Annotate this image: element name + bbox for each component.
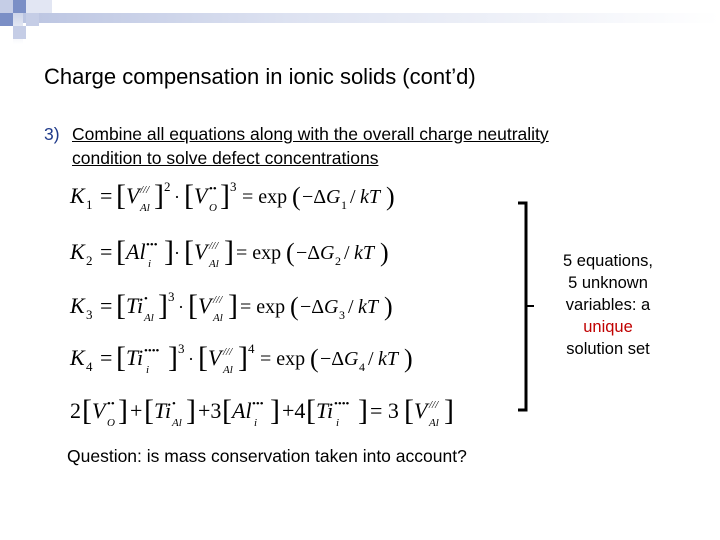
svg-text:[: [ [116,341,126,374]
bullet-line-1: Combine all equations along with the overall charge neutrality [72,124,549,144]
svg-text:[: [ [222,394,232,427]
svg-text:= exp: = exp [260,348,306,370]
svg-text:= exp: = exp [236,242,282,264]
svg-text:]: ] [238,341,248,374]
svg-text:=: = [100,345,113,370]
svg-text:•: • [144,293,148,305]
equation-k4 [69,341,413,376]
equation-k1 [69,179,395,214]
svg-text:(: ( [310,344,319,373]
equations-note [538,250,678,360]
svg-text:kT: kT [358,296,378,318]
svg-text:i: i [254,417,258,429]
svg-text:): ) [380,238,389,267]
equation-charge-neutrality [70,394,454,429]
svg-text:kT: kT [354,242,374,264]
svg-text:·: · [188,349,194,369]
svg-text:·: · [178,297,184,317]
svg-text:O: O [209,202,217,214]
svg-text:[: [ [404,394,414,427]
svg-text:[: [ [82,394,92,427]
svg-text:): ) [404,344,413,373]
svg-text:]: ] [118,394,128,427]
svg-text:i: i [146,364,150,376]
svg-text:G: G [320,242,335,264]
svg-text:/: / [348,296,354,318]
svg-text:]: ] [154,179,164,212]
svg-text:2: 2 [86,253,93,268]
svg-text:[: [ [116,235,126,268]
svg-text:2: 2 [70,398,81,423]
svg-text:= exp: = exp [240,296,286,318]
svg-text:=: = [100,293,113,318]
svg-text:·: · [174,243,180,263]
svg-text:i: i [148,258,152,270]
svg-text:G: G [324,296,339,318]
svg-text:V: V [194,183,208,208]
svg-text:[: [ [184,235,194,268]
question-text: Question: is mass conservation taken into account? [67,446,467,466]
svg-text:[: [ [184,179,194,212]
deco-square [39,0,52,13]
svg-text:2: 2 [335,254,341,268]
svg-text:•: • [172,398,176,410]
svg-text:]: ] [168,341,178,374]
svg-text:[: [ [144,394,154,427]
svg-text:Ti: Ti [126,293,144,318]
svg-text:K: K [70,345,85,370]
svg-text:3: 3 [86,307,93,322]
bullet-number: 3) [44,124,60,144]
svg-text:Al: Al [223,364,233,376]
deco-square [0,0,13,13]
svg-text:= 3: = 3 [370,398,399,423]
svg-text:4: 4 [248,341,255,356]
svg-text:[: [ [306,394,316,427]
svg-text:1: 1 [341,198,347,212]
svg-text:kT: kT [360,186,380,208]
svg-text:−Δ: −Δ [300,296,325,318]
svg-text:••: •• [107,398,115,410]
svg-text:V: V [126,183,140,208]
svg-text:]: ] [228,289,238,322]
svg-text:Al: Al [213,312,223,324]
svg-text:+: + [130,398,143,423]
svg-text:Al: Al [144,312,154,324]
svg-text:Al: Al [429,417,439,429]
bullet-point [44,122,684,170]
svg-text:−Δ: −Δ [296,242,321,264]
svg-text:/: / [344,242,350,264]
svg-text:=: = [100,183,113,208]
svg-text:= exp: = exp [242,186,288,208]
svg-text:/: / [350,186,356,208]
svg-text:•••: ••• [252,398,264,410]
equation-k3 [69,289,393,324]
svg-text:3: 3 [178,341,185,356]
svg-text:G: G [344,348,359,370]
svg-text:[: [ [116,289,126,322]
svg-text:Al: Al [140,202,150,214]
svg-text:V: V [194,239,208,264]
svg-text:V: V [198,293,212,318]
svg-text:2: 2 [164,179,171,194]
svg-text:•••: ••• [146,239,158,251]
svg-text:4: 4 [86,359,93,374]
svg-text:[: [ [188,289,198,322]
svg-text:3: 3 [230,179,237,194]
svg-text:4: 4 [359,360,365,374]
deco-square [13,26,26,39]
equation-k2 [69,235,389,270]
svg-text:••••: •••• [334,398,350,410]
svg-text:+4: +4 [282,398,306,423]
svg-text:///: /// [429,399,439,411]
deco-square [13,0,26,13]
svg-text:[: [ [198,341,208,374]
note-line: solution set [566,340,650,358]
svg-text:••: •• [209,183,217,195]
svg-text:−Δ: −Δ [302,186,327,208]
svg-text:Ti: Ti [154,398,172,423]
svg-text:3: 3 [168,289,175,304]
deco-square [26,13,39,26]
svg-text:///: /// [140,184,150,196]
svg-text:Ti: Ti [316,398,334,423]
svg-text:///: /// [213,294,223,306]
note-line: variables: a [565,296,651,314]
svg-text:K: K [70,183,85,208]
svg-text:): ) [386,182,395,211]
svg-text:]: ] [224,235,234,268]
svg-text:Al: Al [209,258,219,270]
svg-text:V: V [414,398,428,423]
svg-text:///: /// [223,346,233,358]
svg-text:]: ] [186,394,196,427]
svg-text:(: ( [290,292,299,321]
header-gradient-bar [0,13,720,23]
svg-text:]: ] [270,394,280,427]
svg-text:Al: Al [232,398,252,423]
svg-text:K: K [70,239,85,264]
svg-text:(: ( [286,238,295,267]
svg-text:3: 3 [339,308,345,322]
svg-text:[: [ [116,179,126,212]
svg-text:]: ] [158,289,168,322]
svg-text:/: / [368,348,374,370]
slide-title: Charge compensation in ionic solids (cont’d) [44,64,476,89]
svg-text:]: ] [220,179,230,212]
svg-text:i: i [336,417,340,429]
note-highlight: unique [583,318,633,336]
svg-text:••••: •••• [144,345,160,357]
bullet-line-2: condition to solve defect concentrations [72,148,379,168]
equations-block [60,175,540,435]
svg-text:=: = [100,239,113,264]
svg-text:G: G [326,186,341,208]
svg-text:V: V [208,345,222,370]
svg-text:Al: Al [172,417,182,429]
svg-text:///: /// [209,240,219,252]
svg-text:(: ( [292,182,301,211]
svg-text:V: V [92,398,106,423]
svg-text:Al: Al [126,239,146,264]
svg-text:]: ] [164,235,174,268]
svg-text:+3: +3 [198,398,222,423]
deco-square [0,13,13,26]
svg-text:): ) [384,292,393,321]
svg-text:kT: kT [378,348,398,370]
svg-text:Ti: Ti [126,345,144,370]
svg-text:·: · [174,187,180,207]
svg-text:−Δ: −Δ [320,348,345,370]
svg-text:O: O [107,417,115,429]
note-line: 5 unknown [568,274,648,292]
svg-text:K: K [70,293,85,318]
svg-text:1: 1 [86,197,93,212]
svg-text:]: ] [444,394,454,427]
deco-square [26,0,39,13]
svg-text:]: ] [358,394,368,427]
note-line: 5 equations, [563,252,653,270]
